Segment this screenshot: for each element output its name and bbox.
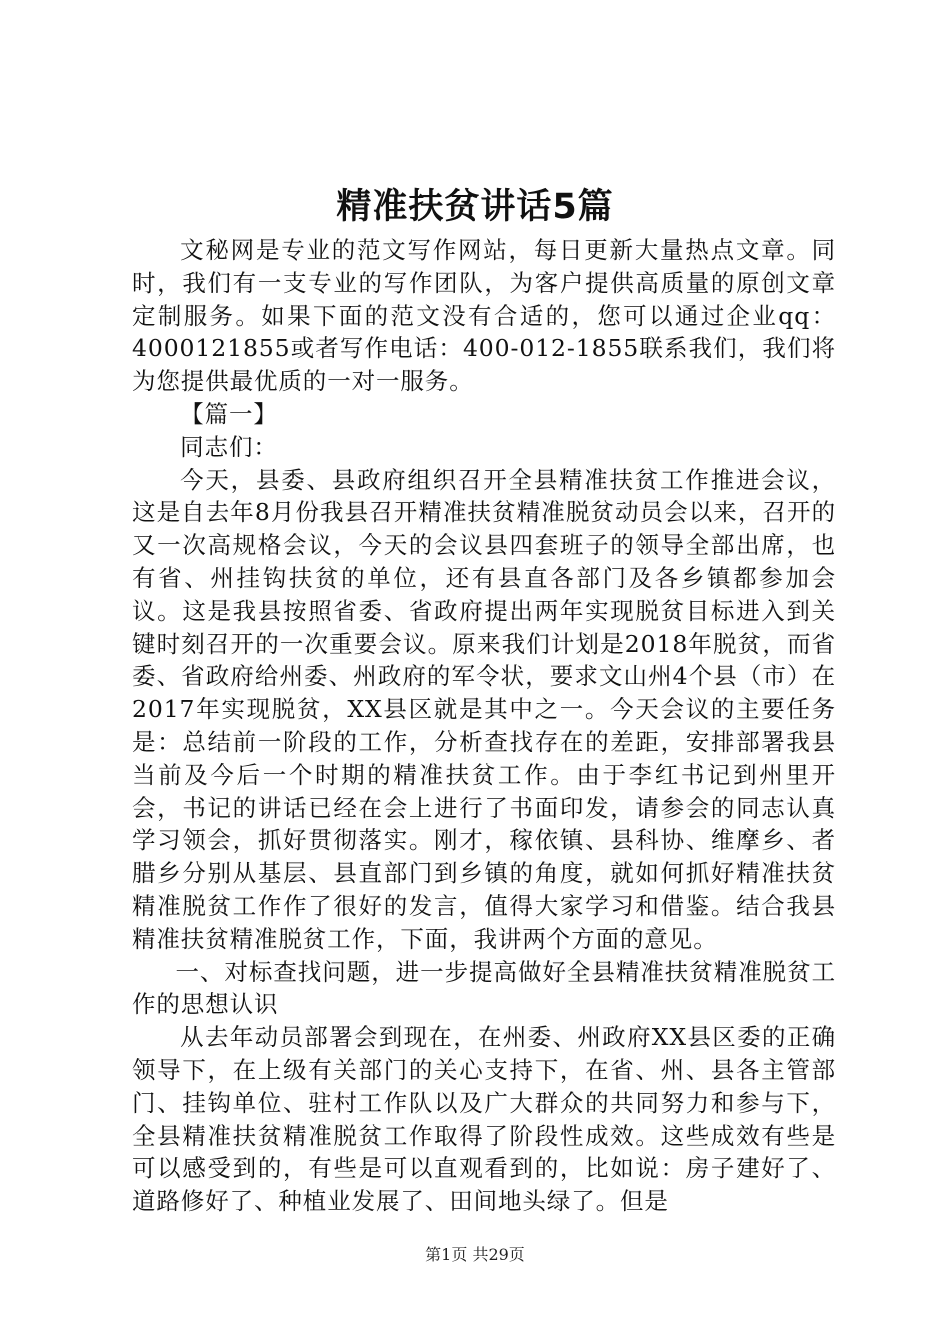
document-title: 精准扶贫讲话5篇	[336, 187, 614, 227]
document-body	[132, 234, 836, 1218]
page-number-footer: 第1页 共29页	[425, 1245, 525, 1264]
salutation: 同志们：	[180, 432, 278, 461]
section-heading: 一、对标查找问题，进一步提高做好全县精准扶贫精准脱贫工作的思想认识	[132, 957, 836, 1019]
speech-paragraph: 从去年动员部署会到现在，在州委、州政府XX县区委的正确领导下，在上级有关部门的关心支持下，在省、州、县各主管部门、挂钩单位、驻村工作队以及广大群众的共同努力和参与下，全县精准扶贫精准脱贫工作取得了阶段性成效。这些成效有些是可以感受到的，有些是可以直观看到的，比如说：房子建好了、道路修好了、种植业发展了、田间地头绿了。但是	[132, 1023, 836, 1216]
intro-paragraph: 文秘网是专业的范文写作网站，每日更新大量热点文章。同时，我们有一支专业的写作团队，为客户提供高质量的原创文章定制服务。如果下面的范文没有合适的，您可以通过企业qq：4000121855或者写作电话：400-012-1855联系我们，我们将为您提供最优质的一对一服务。	[132, 236, 836, 396]
speech-paragraph: 今天，县委、县政府组织召开全县精准扶贫工作推进会议，这是自去年8月份我县召开精准扶贫精准脱贫动员会以来，召开的又一次高规格会议，今天的会议县四套班子的领导全部出席，也有省、州挂钩扶贫的单位，还有县直各部门及各乡镇都参加会议。这是我县按照省委、省政府提出两年实现脱贫目标进入到关键时刻召开的一次重要会议。原来我们计划是2018年脱贫，而省委、省政府给州委、州政府的军令状，要求文山州4个县（市）在2017年实现脱贫，XX县区就是其中之一。今天会议的主要任务是：总结前一阶段的工作，分析查找存在的差距，安排部署我县当前及今后一个时期的精准扶贫工作。由于李红书记到州里开会，书记的讲话已经在会上进行了书面印发，请参会的同志认真学习领会，抓好贯彻落实。刚才，稼依镇、县科协、维摩乡、者腊乡分别从基层、县直部门到乡镇的角度，就如何抓好精准扶贫精准脱贫工作作了很好的发言，值得大家学习和借鉴。结合我县精准扶贫精准脱贫工作，下面，我讲两个方面的意见。	[132, 465, 836, 953]
section-label: 【篇一】	[180, 399, 278, 428]
